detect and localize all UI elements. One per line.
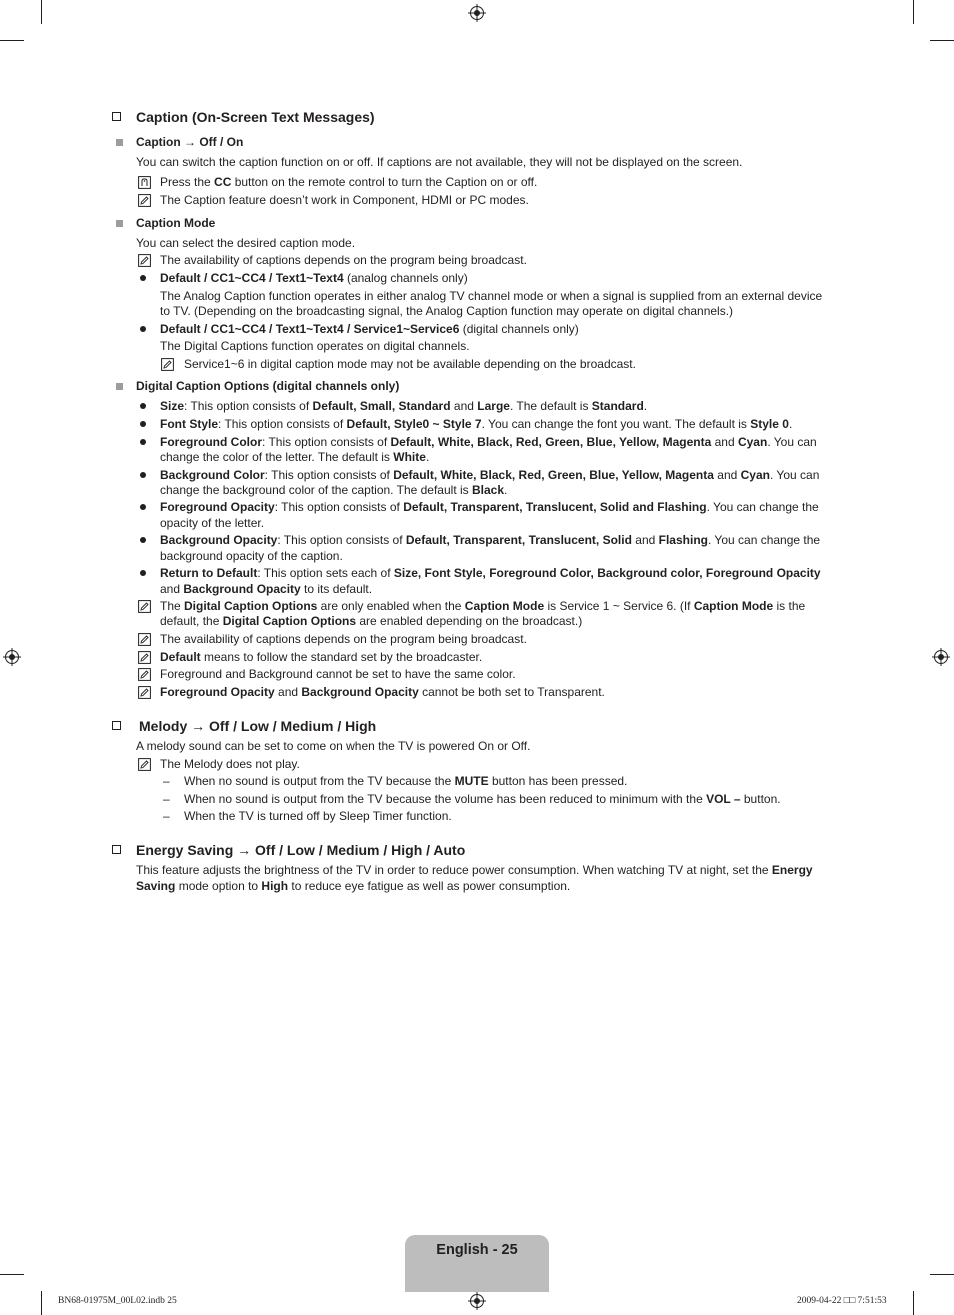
t: . <box>425 450 430 464</box>
bullet-icon <box>140 504 146 510</box>
caption-mode-analog <box>160 271 468 285</box>
t: Size, Font Style, Foreground Color, Background color, Foreground Opacity <box>393 566 821 580</box>
option-background-color <box>160 468 819 482</box>
registration-mark-icon <box>3 648 21 666</box>
t: and <box>711 435 738 449</box>
option-foreground-color <box>160 435 817 449</box>
caption-onoff-note-modes: The Caption feature doesn’t work in Component, HDMI or PC modes. <box>160 193 529 207</box>
registration-mark-icon <box>468 1292 486 1310</box>
t: : This option consists of <box>262 435 391 449</box>
option-size <box>160 399 647 413</box>
t: Default, White, Black, Red, Green, Blue, Yellow, Magenta <box>390 435 712 449</box>
t: Flashing <box>658 533 708 547</box>
t: Default, Style0 ~ Style 7 <box>346 417 482 431</box>
analog-modes: Default / CC1~CC4 / Text1~Text4 <box>160 271 344 285</box>
t: . <box>788 417 793 431</box>
t: : This option consists of <box>274 500 404 514</box>
t: : This option sets each of <box>257 566 394 580</box>
t: . <box>504 483 508 497</box>
energy-desc-1 <box>136 863 813 877</box>
t: default, the <box>160 614 223 628</box>
t: change the color of the letter. The default is <box>160 450 394 464</box>
crop-mark <box>930 40 954 41</box>
t: mode option to <box>175 879 262 893</box>
digital-options-note-1b <box>160 614 582 628</box>
t: Style 0 <box>750 417 789 431</box>
t: Default, Transparent, Translucent, Solid and Flashing <box>403 500 707 514</box>
t: VOL – <box>706 792 741 806</box>
t: This feature adjusts the brightness of the TV in order to reduce power consumption. When watching TV at night, set the <box>136 863 772 877</box>
digital-options-note-3 <box>160 650 482 664</box>
caption-mode-service-note: Service1~6 in digital caption mode may not be available depending on the broadcast. <box>184 357 636 371</box>
t: Return to Default <box>160 566 258 580</box>
t: White <box>393 450 426 464</box>
bullet-icon <box>140 439 146 445</box>
analog-note: (analog channels only) <box>343 271 468 285</box>
crop-mark <box>913 1291 914 1315</box>
t: is the <box>773 599 806 613</box>
caption-onoff-note-cc <box>160 175 537 189</box>
t: . You can change the <box>706 500 819 514</box>
t: MUTE <box>454 774 489 788</box>
crop-mark <box>0 40 24 41</box>
caption-mode-digital <box>160 322 579 336</box>
t: are enabled depending on the broadcast.) <box>356 614 583 628</box>
option-foreground-opacity-2: opacity of the letter. <box>160 516 265 530</box>
t: Background Opacity <box>183 582 301 596</box>
t: . <box>643 399 648 413</box>
registration-mark-icon <box>932 648 950 666</box>
t: Foreground Opacity <box>160 500 275 514</box>
t: Digital Caption Options <box>222 614 357 628</box>
t: Cyan <box>740 468 770 482</box>
option-return-to-default-2 <box>160 582 372 596</box>
option-font-style <box>160 417 792 431</box>
square-bullet-icon <box>116 383 123 390</box>
t: cannot be both set to Transparent. <box>418 685 605 699</box>
digital-modes: Default / CC1~CC4 / Text1~Text4 / Service1~Service6 <box>160 322 460 336</box>
caption-mode-analog-desc-2: to TV. (Depending on the broadcasting signal, the Analog Caption function may operate on digital channels.) <box>160 304 734 318</box>
t: High <box>261 879 289 893</box>
digital-options-note-5 <box>160 685 605 699</box>
t: is Service 1 ~ Service 6. (If <box>544 599 694 613</box>
dash-marker: – <box>163 792 170 806</box>
digital-options-note-2: The availability of captions depends on the program being broadcast. <box>160 632 527 646</box>
t: Energy <box>771 863 813 877</box>
dash-marker: – <box>163 809 170 823</box>
digital-options-note-1 <box>160 599 805 613</box>
bullet-icon <box>140 326 146 332</box>
t: and <box>274 685 302 699</box>
t: Caption Mode <box>693 599 774 613</box>
t: to reduce eye fatigue as well as power consumption. <box>288 879 571 893</box>
print-slug-left: BN68-01975M_00L02.indb 25 <box>58 1296 177 1306</box>
section-title-caption: Caption (On-Screen Text Messages) <box>136 109 375 125</box>
crop-mark <box>930 1274 954 1275</box>
melody-dash-sleep: When the TV is turned off by Sleep Timer function. <box>184 809 452 823</box>
digital-options-note-4: Foreground and Background cannot be set to have the same color. <box>160 667 516 681</box>
caption-onoff-desc: You can switch the caption function on or off. If captions are not available, they will not be displayed on the screen. <box>136 155 743 169</box>
t: Background Opacity <box>301 685 419 699</box>
t: Saving <box>136 879 176 893</box>
t: Default, Small, Standard <box>312 399 451 413</box>
page-number: English - 25 <box>436 1242 518 1258</box>
t: Default <box>160 650 201 664</box>
caption-mode-digital-desc: The Digital Captions function operates on digital channels. <box>160 339 470 353</box>
note-bold-cc: CC <box>214 175 232 189</box>
remote-note-icon <box>138 176 151 189</box>
checkbox-icon <box>112 721 121 730</box>
t: to its default. <box>300 582 373 596</box>
note-pencil-icon <box>138 254 151 267</box>
caption-mode-desc: You can select the desired caption mode. <box>136 236 356 250</box>
crop-mark <box>913 0 914 24</box>
t: The <box>160 599 185 613</box>
t: . You can <box>767 435 817 449</box>
t: Default, Transparent, Translucent, Solid <box>405 533 632 547</box>
t: Background Color <box>160 468 265 482</box>
bullet-icon <box>140 472 146 478</box>
t: and <box>713 468 741 482</box>
note-pencil-icon <box>138 668 151 681</box>
note-pencil-icon <box>138 651 151 664</box>
t: and <box>450 399 478 413</box>
t: Digital Caption Options <box>184 599 318 613</box>
t: Foreground Color <box>160 435 262 449</box>
melody-desc: A melody sound can be set to come on when the TV is powered On or Off. <box>136 739 531 753</box>
energy-desc-2 <box>136 879 570 893</box>
note-text: button on the remote control to turn the Caption on or off. <box>231 175 538 189</box>
note-pencil-icon <box>161 358 174 371</box>
t: Font Style <box>160 417 219 431</box>
option-background-opacity-2: background opacity of the caption. <box>160 549 343 563</box>
crop-mark <box>41 0 42 24</box>
digital-note: (digital channels only) <box>459 322 579 336</box>
t: and <box>160 582 184 596</box>
subheading-caption-onoff: Caption → Off / On <box>136 135 244 149</box>
melody-note: The Melody does not play. <box>160 757 300 771</box>
option-return-to-default <box>160 566 821 580</box>
note-pencil-icon <box>138 686 151 699</box>
t: . You can change the <box>707 533 821 547</box>
t: When no sound is output from the TV because the volume has been reduced to minimum with the <box>184 792 707 806</box>
square-bullet-icon <box>116 220 123 227</box>
note-text: Press the <box>160 175 215 189</box>
subheading-digital-options: Digital Caption Options (digital channels only) <box>136 379 400 393</box>
option-foreground-color-2 <box>160 450 429 464</box>
t: : This option consists of <box>184 399 313 413</box>
t: . You can change the font you want. The default is <box>481 417 751 431</box>
checkbox-icon <box>112 112 121 121</box>
t: : This option consists of <box>264 468 394 482</box>
crop-mark <box>41 1291 42 1315</box>
t: button has been pressed. <box>488 774 628 788</box>
square-bullet-icon <box>116 139 123 146</box>
t: Default, White, Black, Red, Green, Blue, Yellow, Magenta <box>393 468 714 482</box>
bullet-icon <box>140 570 146 576</box>
section-title-melody: Melody → Off / Low / Medium / High <box>139 718 377 734</box>
note-pencil-icon <box>138 600 151 613</box>
option-foreground-opacity <box>160 500 819 514</box>
t: : This option consists of <box>218 417 347 431</box>
t: Size <box>160 399 185 413</box>
t: Background Opacity <box>160 533 278 547</box>
note-pencil-icon <box>138 194 151 207</box>
t: Standard <box>591 399 644 413</box>
bullet-icon <box>140 537 146 543</box>
t: : This option consists of <box>277 533 406 547</box>
t: Cyan <box>737 435 768 449</box>
note-pencil-icon <box>138 633 151 646</box>
crop-mark <box>0 1274 24 1275</box>
t: Black <box>472 483 505 497</box>
option-background-color-2 <box>160 483 507 497</box>
t: Large <box>477 399 510 413</box>
bullet-icon <box>140 275 146 281</box>
t: and <box>631 533 659 547</box>
bullet-icon <box>140 403 146 409</box>
t: means to follow the standard set by the broadcaster. <box>200 650 483 664</box>
registration-mark-icon <box>468 4 486 22</box>
t: Foreground Opacity <box>160 685 275 699</box>
t: When no sound is output from the TV because the <box>184 774 455 788</box>
t: change the background color of the caption. The default is <box>160 483 472 497</box>
checkbox-icon <box>112 845 121 854</box>
option-background-opacity <box>160 533 820 547</box>
section-title-energy: Energy Saving → Off / Low / Medium / High / Auto <box>136 842 466 858</box>
print-slug-right: 2009-04-22 □□ 7:51:53 <box>797 1296 887 1306</box>
melody-dash-mute <box>184 774 627 788</box>
t: button. <box>740 792 781 806</box>
caption-mode-analog-desc-1: The Analog Caption function operates in either analog TV channel mode or when a signal is supplied from an external device <box>160 289 823 303</box>
t: are only enabled when the <box>317 599 465 613</box>
bullet-icon <box>140 421 146 427</box>
melody-dash-volume <box>184 792 781 806</box>
t: . You can <box>769 468 820 482</box>
t: . The default is <box>509 399 592 413</box>
t: Caption Mode <box>464 599 545 613</box>
caption-mode-note: The availability of captions depends on the program being broadcast. <box>160 253 527 267</box>
subheading-caption-mode: Caption Mode <box>136 216 216 230</box>
dash-marker: – <box>163 774 170 788</box>
note-pencil-icon <box>138 758 151 771</box>
